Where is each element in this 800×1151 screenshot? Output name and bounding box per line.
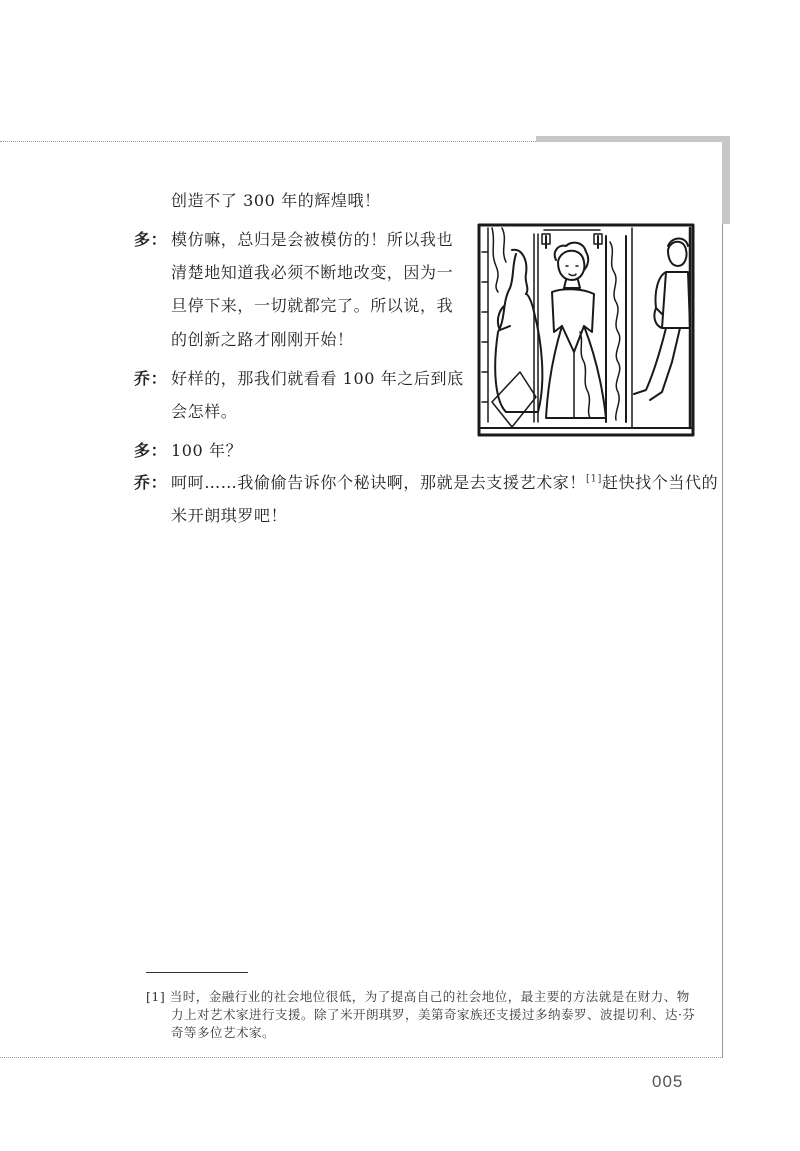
footnote-rule [146,972,248,973]
dialogue-line-1: 创造不了 300 年的辉煌哦！ [171,191,381,210]
page-frame-bottom-line [0,1057,723,1058]
dialogue-line-3: 清楚地知道我必须不断地改变，因为一 [171,263,454,282]
footnote-line-1 [146,988,690,1006]
dialogue-line-9 [171,473,718,493]
footnote-reference-1[interactable]: [1] [586,473,602,485]
speaker-duo-2: 多： [134,441,168,460]
speaker-qiao-1: 乔： [134,369,168,388]
dialogue-line-2: 模仿嘛，总归是会被模仿的！所以我也 [171,230,454,249]
dialogue-line-10: 米开朗琪罗吧！ [171,506,288,525]
footnote-mark: [1] [146,989,166,1004]
illustration-renaissance-scene [476,222,696,438]
dialogue-line-8: 100 年？ [171,441,243,460]
page-tab-side [722,136,730,224]
page-tab-top [536,136,730,142]
dialogue-line-4: 旦停下来，一切就都完了。所以说，我 [171,296,454,315]
dialogue-line-6: 好样的，那我们就看看 100 年之后到底 [171,369,464,388]
footnote-line-3: 奇等多位艺术家。 [171,1025,276,1040]
speaker-qiao-2: 乔： [134,473,168,492]
speaker-duo-1: 多： [134,230,168,249]
dialogue-line-5: 的创新之路才刚刚开始！ [171,330,354,349]
page-number: 005 [652,1072,684,1091]
dialogue-line-9-part-a: 呵呵……我偷偷告诉你个秘诀啊，那就是去支援艺术家！ [171,473,587,492]
footnote-line-2: 力上对艺术家进行支援。除了米开朗琪罗，美第奇家族还支援过多纳泰罗、波提切利、达·芬 [171,1007,696,1022]
footnote-text-1: 当时，金融行业的社会地位很低，为了提高自己的社会地位，最主要的方法就是在财力、物 [169,989,690,1004]
dialogue-line-9-part-b: 赶快找个当代的 [601,473,719,492]
page-frame-right-line [722,141,723,1057]
dialogue-line-7: 会怎样。 [171,402,238,421]
